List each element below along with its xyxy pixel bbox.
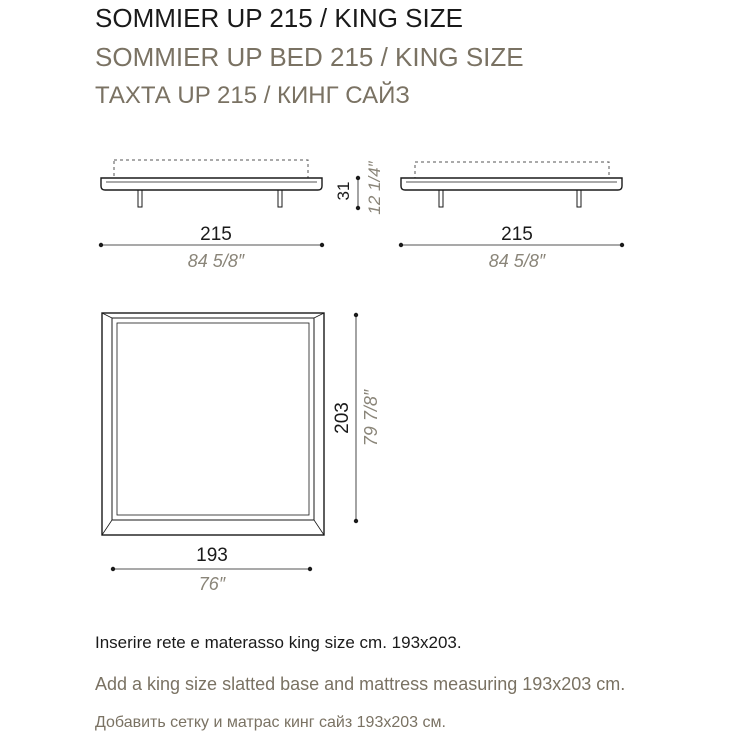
mattress-inner-outline — [117, 323, 309, 515]
note-italian: Inserire rete e materasso king size cm. 193x203. — [95, 633, 462, 652]
bed-leg-left — [138, 190, 142, 207]
front-width-dimension — [99, 224, 324, 271]
plan-depth-dimension — [332, 313, 381, 523]
plan-width-cm: 193 — [196, 545, 228, 566]
title-russian: ТАХТА UP 215 / КИНГ САЙЗ — [95, 82, 410, 109]
side-width-in: 84 5/8″ — [488, 251, 546, 271]
bed-frame-front — [101, 178, 322, 190]
bed-leg-side-right — [577, 190, 581, 207]
front-elevation-view — [101, 160, 322, 207]
height-cm: 31 — [334, 181, 353, 201]
bed-leg-right — [278, 190, 282, 207]
plan-view — [102, 313, 324, 535]
mattress-outline-front — [114, 160, 308, 178]
side-width-dimension — [399, 224, 624, 271]
mattress-outline-side — [415, 162, 609, 178]
bed-frame-plan — [102, 313, 324, 535]
front-width-cm: 215 — [200, 224, 232, 245]
side-width-cm: 215 — [501, 224, 533, 245]
plan-width-dimension — [111, 545, 312, 594]
front-width-in: 84 5/8″ — [187, 251, 245, 271]
bed-leg-side-left — [439, 190, 443, 207]
mattress-plan — [112, 318, 314, 520]
height-dimension — [334, 160, 384, 214]
note-english: Add a king size slatted base and mattress measuring 193x203 cm. — [95, 674, 626, 694]
height-in: 12 1/4″ — [365, 161, 384, 215]
title-italian: SOMMIER UP 215 / KING SIZE — [95, 3, 463, 33]
note-russian: Добавить сетку и матрас кинг сайз 193x203 см. — [95, 714, 446, 731]
side-elevation-view — [401, 162, 622, 207]
plan-depth-in: 79 7/8″ — [361, 389, 381, 447]
plan-depth-cm: 203 — [332, 402, 353, 434]
plan-width-in: 76″ — [198, 574, 226, 594]
bed-frame-side — [401, 178, 622, 190]
title-english: SOMMIER UP BED 215 / KING SIZE — [95, 42, 524, 72]
